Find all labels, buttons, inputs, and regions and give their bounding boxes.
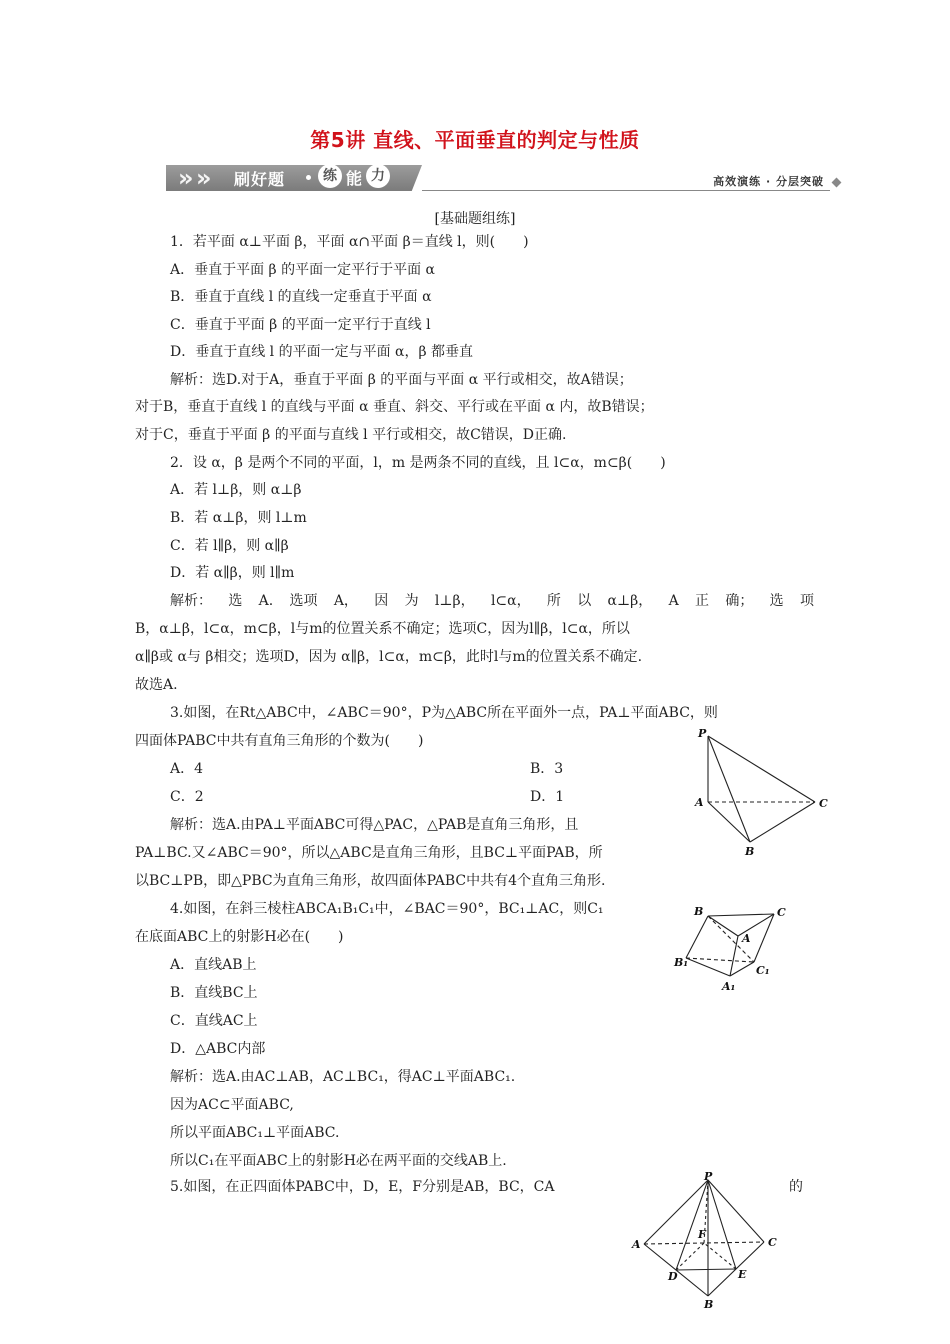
- q3-stem: 3.如图，在Rt△ABC中，∠ABC＝90°，P为△ABC所在平面外一点，PA⊥平面ABC，则: [170, 705, 718, 721]
- q2-analysis: B，α⊥β，l⊂α，m⊂β，l与m的位置关系不确定；选项C，因为l∥β，l⊂α，所以: [135, 621, 630, 637]
- q5-stem: 5.如图，在正四面体PABC中，D，E，F分别是AB，BC，CA: [170, 1179, 555, 1195]
- q2-option: B．若 α⊥β，则 l⊥m: [170, 510, 307, 526]
- diamond-icon: [832, 178, 842, 188]
- figure-label: B: [745, 845, 755, 858]
- q4-stem: 4.如图，在斜三棱柱ABCA₁B₁C₁中，∠BAC＝90°，BC₁⊥AC，则C₁: [170, 901, 604, 917]
- q1-option: D．垂直于直线 l 的平面一定与平面 α，β 都垂直: [170, 344, 474, 360]
- page-title: 第5讲 直线、平面垂直的判定与性质: [310, 128, 640, 152]
- q2-stem: 2．设 α，β 是两个不同的平面，l，m 是两条不同的直线，且 l⊂α，m⊂β( ): [170, 455, 666, 471]
- figure-label: C: [777, 906, 786, 919]
- q3-option: C．2: [170, 789, 204, 805]
- q1-analysis: 对于C，垂直于平面 β 的平面与直线 l 平行或相交，故C错误，D正确.: [135, 427, 567, 443]
- q2-analysis: α∥β或 α与 β相交；选项D，因为 α∥β，l⊂α，m⊂β，此时l与m的位置关系不确定.: [135, 649, 643, 665]
- regular-tetrahedron-figure-q5: [628, 1170, 788, 1312]
- figure-label: P: [704, 1170, 713, 1183]
- q2-option: A．若 l⊥β，则 α⊥β: [170, 482, 302, 498]
- q3-option: D．1: [530, 789, 565, 805]
- q1-option: A．垂直于平面 β 的平面一定平行于平面 α: [170, 262, 436, 278]
- figure-label: A: [632, 1238, 641, 1251]
- q4-option: A．直线AB上: [170, 957, 257, 973]
- section-banner: » » 刷好题 练 能 力 高效演练 · 分层突破: [166, 163, 842, 195]
- q4-option: C．直线AC上: [170, 1013, 258, 1029]
- q4-analysis: 所以平面ABC₁⊥平面ABC.: [170, 1125, 340, 1141]
- figure-label: B: [694, 905, 704, 918]
- q3-analysis: PA⊥BC.又∠ABC＝90°，所以△ABC是直角三角形，且BC⊥平面PAB，所: [135, 845, 603, 861]
- q5-stem-tail: 的: [789, 1179, 803, 1195]
- figure-label: P: [698, 728, 707, 740]
- q2-analysis: 故选A.: [135, 677, 178, 693]
- q3-option: A．4: [170, 761, 204, 777]
- q2-option: C．若 l∥β，则 α∥β: [170, 538, 289, 554]
- chevron-right-icon: »: [178, 164, 194, 192]
- figure-label: A: [695, 796, 704, 809]
- q4-analysis: 解析：选A.由AC⊥AB，AC⊥BC₁，得AC⊥平面ABC₁.: [170, 1069, 516, 1085]
- banner-subtitle: 高效演练 · 分层突破: [713, 175, 824, 188]
- figure-label: B₁: [674, 956, 689, 969]
- q3-option: B．3: [530, 761, 564, 777]
- figure-label: A: [742, 932, 751, 945]
- q2-option: D．若 α∥β，则 l∥m: [170, 565, 295, 581]
- section-heading: [基础题组练]: [434, 211, 516, 227]
- q1-stem: 1．若平面 α⊥平面 β，平面 α∩平面 β＝直线 l，则( ): [170, 234, 529, 250]
- q4-analysis: 所以C₁在平面ABC上的射影H必在两平面的交线AB上.: [170, 1153, 507, 1169]
- q1-option: C．垂直于平面 β 的平面一定平行于直线 l: [170, 317, 431, 333]
- q3-analysis: 以BC⊥PB，即△PBC为直角三角形，故四面体PABC中共有4个直角三角形.: [135, 873, 606, 889]
- q4-analysis: 因为AC⊂平面ABC,: [170, 1097, 294, 1113]
- q2-analysis-justified: 解析： 选 A. 选项 A， 因 为 l⊥β， l⊂α， 所 以 α⊥β， A 正 确； 选 项: [170, 593, 814, 609]
- figure-label: C₁: [756, 964, 770, 977]
- q1-option: B．垂直于直线 l 的直线一定垂直于平面 α: [170, 289, 432, 305]
- q4-stem: 在底面ABC上的射影H必在( ): [135, 929, 344, 945]
- banner-label: 刷好题: [234, 170, 286, 189]
- prism-figure-q4: [672, 898, 822, 998]
- q1-analysis: 解析：选D.对于A，垂直于平面 β 的平面与平面 α 平行或相交，故A错误；: [170, 372, 633, 388]
- q4-option: B．直线BC上: [170, 985, 258, 1001]
- banner-divider: [422, 190, 830, 191]
- figure-label: F: [698, 1228, 706, 1241]
- chevron-right-icon: »: [196, 164, 212, 192]
- figure-label: E: [738, 1268, 747, 1281]
- q3-analysis: 解析：选A.由PA⊥平面ABC可得△PAC，△PAB是直角三角形，且: [170, 817, 579, 833]
- figure-label: C: [768, 1236, 777, 1249]
- tetrahedron-figure-q3: [690, 728, 835, 860]
- figure-label: B: [704, 1298, 714, 1311]
- figure-label: A₁: [722, 980, 736, 993]
- q4-option: D．△ABC内部: [170, 1041, 266, 1057]
- figure-label: D: [668, 1270, 678, 1283]
- q3-stem: 四面体PABC中共有直角三角形的个数为( ): [135, 733, 424, 749]
- q1-analysis: 对于B，垂直于直线 l 的直线与平面 α 垂直、斜交、平行或在平面 α 内，故B错误；: [135, 399, 654, 415]
- figure-label: C: [819, 797, 828, 810]
- bullet-icon: [306, 175, 311, 180]
